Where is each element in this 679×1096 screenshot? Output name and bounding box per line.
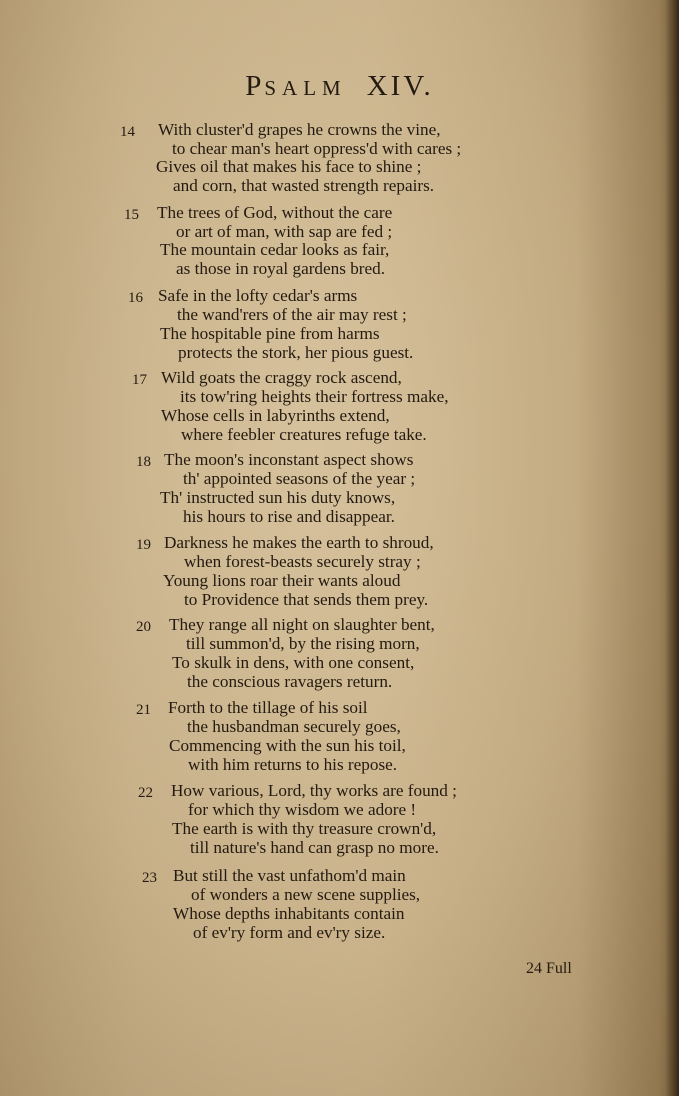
verse-line: To skulk in dens, with one consent, (172, 653, 415, 672)
verse-line: Whose cells in labyrinths extend, (161, 406, 390, 425)
verse-line: Commencing with the sun his toil, (169, 736, 406, 755)
page-edge-shadow (665, 0, 679, 1096)
verse-line: But still the vast unfathom'd main (173, 866, 406, 885)
verse-number: 23 (142, 870, 157, 886)
verse-line: the wand'rers of the air may rest ; (177, 305, 407, 324)
verse-line: where feebler creatures refuge take. (181, 425, 427, 444)
verse-line: The moon's inconstant aspect shows (164, 450, 414, 469)
verse-number: 22 (138, 785, 153, 801)
page-title (0, 70, 679, 103)
verse-line: They range all night on slaughter bent, (169, 615, 435, 634)
verse-line: till summon'd, by the rising morn, (186, 634, 420, 653)
verse-line: of ev'ry form and ev'ry size. (193, 923, 386, 942)
verse-line: Darkness he makes the earth to shroud, (164, 533, 434, 552)
verse-line: How various, Lord, thy works are found ; (171, 781, 457, 800)
verse-line: Gives oil that makes his face to shine ; (156, 157, 422, 176)
verse-line: The mountain cedar looks as fair, (160, 240, 390, 259)
verse-number: 14 (120, 124, 135, 140)
verse-line: The trees of God, without the care (157, 203, 393, 222)
verse-line: Whose depths inhabitants contain (173, 904, 405, 923)
verse-line: th' appointed seasons of the year ; (183, 469, 416, 488)
verse-line: Forth to the tillage of his soil (168, 698, 368, 717)
verse-line: The earth is with thy treasure crown'd, (172, 819, 437, 838)
verse-line: his hours to rise and disappear. (183, 507, 395, 526)
verse-line: The hospitable pine from harms (160, 324, 380, 343)
verse-line: to Providence that sends them prey. (184, 590, 429, 609)
verse-line: to chear man's heart oppress'd with cares ; (172, 138, 462, 158)
verse-line: Th' instructed sun his duty knows, (160, 488, 396, 507)
verse-number: 20 (136, 619, 151, 635)
catchword: 24 Full (526, 960, 572, 977)
title-numeral: XIV. (366, 70, 434, 102)
verse-line: protects the stork, her pious guest. (178, 343, 414, 362)
verse-line: the husbandman securely goes, (187, 717, 401, 736)
verse-number: 18 (136, 454, 151, 470)
verse-line: with him returns to his repose. (188, 755, 398, 774)
verse-number: 19 (136, 537, 151, 553)
title-small-caps: SALM (264, 76, 347, 100)
verse-line: till nature's hand can grasp no more. (190, 838, 439, 857)
verse-line: its tow'ring heights their fortress make, (180, 387, 449, 406)
verse-line: With cluster'd grapes he crowns the vine, (158, 120, 441, 139)
verse-line: when forest-beasts securely stray ; (184, 552, 421, 571)
verse-line: and corn, that wasted strength repairs. (173, 175, 435, 195)
verse-line: the conscious ravagers return. (187, 672, 393, 691)
verse-line: Young lions roar their wants aloud (163, 571, 401, 590)
verse-number: 15 (124, 207, 139, 223)
verse-line: Safe in the lofty cedar's arms (158, 286, 358, 305)
verse-number: 17 (132, 372, 147, 388)
verse-line: Wild goats the craggy rock ascend, (161, 368, 402, 387)
verse-line: of wonders a new scene supplies, (191, 885, 421, 904)
verse-line: as those in royal gardens bred. (176, 258, 386, 278)
verse-line: for which thy wisdom we adore ! (188, 800, 417, 819)
title-initial: P (245, 70, 265, 102)
verse-line: or art of man, with sap are fed ; (176, 221, 393, 241)
verse-number: 21 (136, 702, 151, 718)
verse-number: 16 (128, 290, 143, 306)
